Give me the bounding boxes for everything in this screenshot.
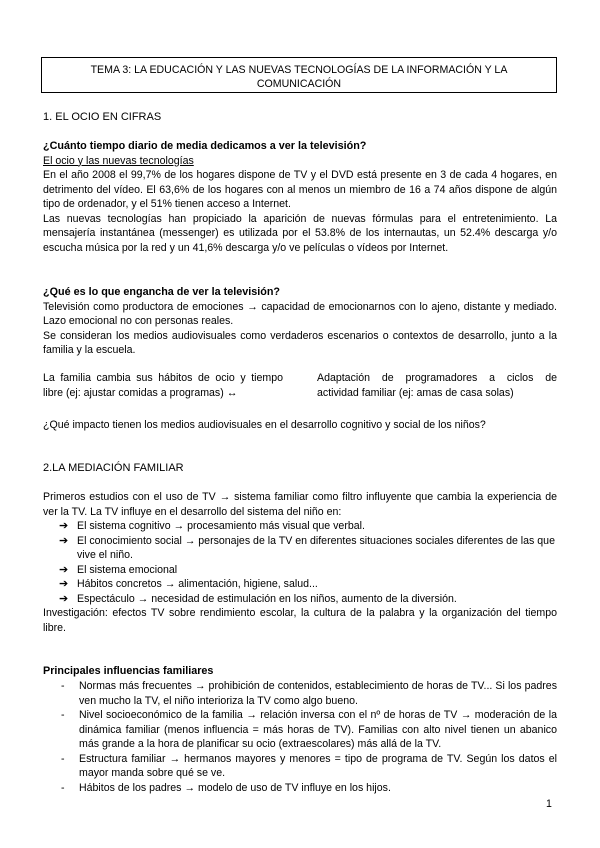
list-item: - Estructura familiar → hermanos mayores y menores = tipo de programa de TV. Según los datos el mayor manda sobre qué se ve. <box>61 752 557 779</box>
paragraph-stats-2008: En el año 2008 el 99,7% de los hogares dispone de TV y el DVD está presente en 3 de cada 4 hogares, en detrimento del vídeo. El 63,6% de los hogares con al menos un miembro de 16 a 74 años dispone de algún tipo de ordenador, y el 51% tienen acceso a Internet. <box>43 169 557 210</box>
section1-block <box>43 139 557 255</box>
subheading-leisure: El ocio y las nuevas tecnologías <box>43 154 194 167</box>
section2-heading: 2.LA MEDIACIÓN FAMILIAR <box>43 462 184 474</box>
dash-marker: - <box>61 781 65 794</box>
paragraph-audiovisual: Se consideran los medios audiovisuales como verdaderos escenarios o contextos de desarrollo, junto a la familia y la escuela. <box>43 329 557 356</box>
arrow-icon: ➔ <box>59 563 69 576</box>
list-item: ➔ El sistema cognitivo → procesamiento más visual que verbal. <box>59 520 365 532</box>
arrow-icon: ➔ <box>59 592 69 605</box>
list-item: ➔ El sistema emocional <box>59 563 178 576</box>
list-item: - Hábitos de los padres → modelo de uso de TV influye en los hijos. <box>61 781 391 794</box>
dash-marker: - <box>61 752 65 765</box>
arrow-bullet-list <box>59 519 557 606</box>
column-programmers: Adaptación de programadores a ciclos de actividad familiar (ej: amas de casa solas) <box>317 372 557 399</box>
list-item: - Normas más frecuentes → prohibición de contenidos, establecimiento de horas de TV... Si los padres ven mucho la TV, el niño interioriza la TV como algo bueno. <box>61 680 557 707</box>
section2-intro: Primeros estudios con el uso de TV → sistema familiar como filtro influyente que cambia la experiencia de ver la TV. La TV influye en el desarrollo del sistema del niño en: <box>43 491 557 518</box>
page-number: 1 <box>546 798 552 810</box>
dash-marker: - <box>61 680 65 692</box>
list-item: ➔ Hábitos concretos → alimentación, higiene, salud... <box>59 578 318 590</box>
list-item: ➔ El conocimiento social → personajes de la TV en diferentes situaciones sociales diferentes de las que vive el niño. <box>59 534 555 561</box>
research-paragraph: Investigación: efectos TV sobre rendimiento escolar, la cultura de la palabra y la organización del tiempo libre. <box>43 607 557 634</box>
question-impact: ¿Qué impacto tienen los medios audiovisuales en el desarrollo cognitivo y social de los niños? <box>43 419 486 431</box>
title-line-2: COMUNICACIÓN <box>256 78 342 90</box>
arrow-icon: ➔ <box>59 578 69 590</box>
section1-block-2 <box>43 285 557 358</box>
list-item: - Nivel socioeconómico de la familia → relación inversa con el nº de horas de TV → moderación de la dinámica familiar (menos influencia = más horas de TV). Familias con alto nivel tienen un abanico más grande a la hora de planificar su ocio (extraescolares) más allá de la TV. <box>61 709 557 750</box>
question-what-hooks: ¿Qué es lo que engancha de ver la televisión? <box>43 286 281 298</box>
title-box <box>41 57 557 93</box>
two-column-comparison <box>43 371 557 403</box>
paragraph-emotions: Televisión como productora de emociones → capacidad de emocionarnos con lo ajeno, distante y mediado. Lazo emocional no con personas reales. <box>43 300 557 327</box>
arrow-icon: ➔ <box>59 534 69 547</box>
column-family-habits: La familia cambia sus hábitos de ocio y tiempo libre (ej: ajustar comidas a programas) ↔ <box>43 372 283 399</box>
question-tv-time: ¿Cuánto tiempo diario de media dedicamos a ver la televisión? <box>43 140 367 152</box>
list-item: ➔ Espectáculo → necesidad de estimulación en los niños, aumento de la diversión. <box>59 592 457 605</box>
influences-heading: Principales influencias familiares <box>43 665 214 677</box>
dash-bullet-list <box>61 679 557 795</box>
section1-heading: 1. EL OCIO EN CIFRAS <box>43 111 162 123</box>
paragraph-new-tech: Las nuevas tecnologías han propiciado la aparición de nuevas fórmulas para el entretenimiento. La mensajería instantánea (messenger) es utilizada por el 53.8% de los internautas, un 52.4% descarga y/o escucha música por la red y un 41,6% descarga y/o ve películas o vídeos por Internet. <box>43 212 557 254</box>
title-line-1: TEMA 3: LA EDUCACIÓN Y LAS NUEVAS TECNOLOGÍAS DE LA INFORMACIÓN Y LA <box>90 64 508 76</box>
dash-marker: - <box>61 709 65 721</box>
arrow-icon: ➔ <box>59 520 69 532</box>
